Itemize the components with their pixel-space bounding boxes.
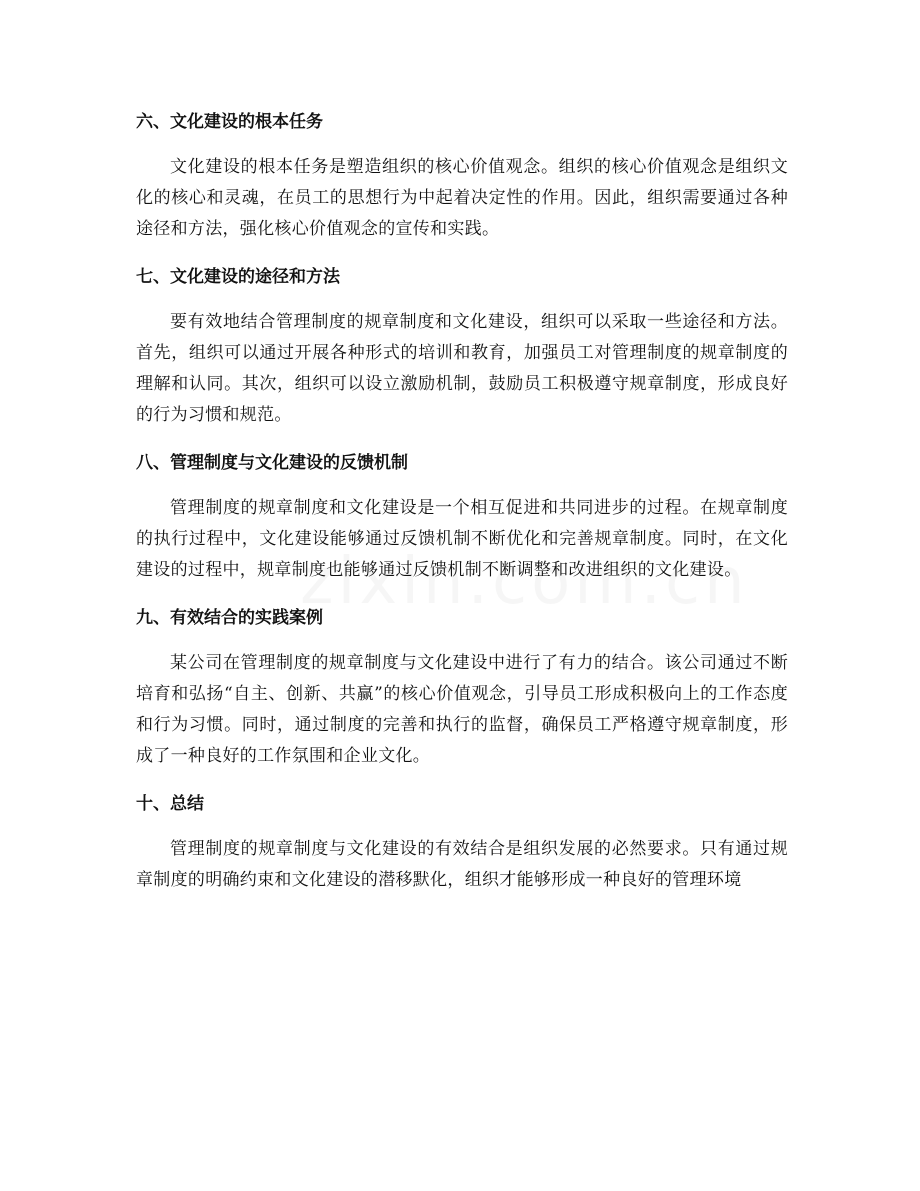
- section-heading: 八、管理制度与文化建设的反馈机制: [136, 453, 408, 473]
- section-paragraph: 要有效地结合管理制度的规章制度和文化建设，组织可以采取一些途径和方法。首先，组织可以通过开展各种形式的培训和教育，加强员工对管理制度的规章制度的理解和认同。其次，组织可以设立激励机制，鼓励员工积极遵守规章制度，形成良好的行为习惯和规范。: [136, 312, 788, 425]
- section-paragraph: 文化建设的根本任务是塑造组织的核心价值观念。组织的核心价值观念是组织文化的核心和灵魂，在员工的思想行为中起着决定性的作用。因此，组织需要通过各种途径和方法，强化核心价值观念的宣传和实践。: [136, 157, 788, 239]
- section-paragraph: 某公司在管理制度的规章制度与文化建设中进行了有力的结合。该公司通过不断培育和弘扬“自主、创新、共赢”的核心价值观念，引导员工形成积极向上的工作态度和行为习惯。同时，通过制度的完善和执行的监督，确保员工严格遵守规章制度，形成了一种良好的工作氛围和企业文化。: [136, 653, 788, 766]
- section-8: [136, 445, 788, 586]
- section-10: [136, 786, 788, 896]
- section-paragraph: 管理制度的规章制度和文化建设是一个相互促进和共同进步的过程。在规章制度的执行过程中，文化建设能够通过反馈机制不断优化和完善规章制度。同时，在文化建设的过程中，规章制度也能够通过反馈机制不断调整和改进组织的文化建设。: [136, 498, 788, 580]
- section-heading: 七、文化建设的途径和方法: [136, 267, 340, 287]
- section-7: [136, 259, 788, 431]
- section-heading: 九、有效结合的实践案例: [136, 608, 323, 628]
- section-paragraph: 管理制度的规章制度与文化建设的有效结合是组织发展的必然要求。只有通过规章制度的明确约束和文化建设的潜移默化，组织才能够形成一种良好的管理环境: [136, 839, 788, 890]
- section-9: [136, 600, 788, 772]
- document-body: [136, 104, 788, 910]
- section-6: [136, 104, 788, 245]
- section-heading: 十、总结: [136, 794, 204, 814]
- section-heading: 六、文化建设的根本任务: [136, 112, 323, 132]
